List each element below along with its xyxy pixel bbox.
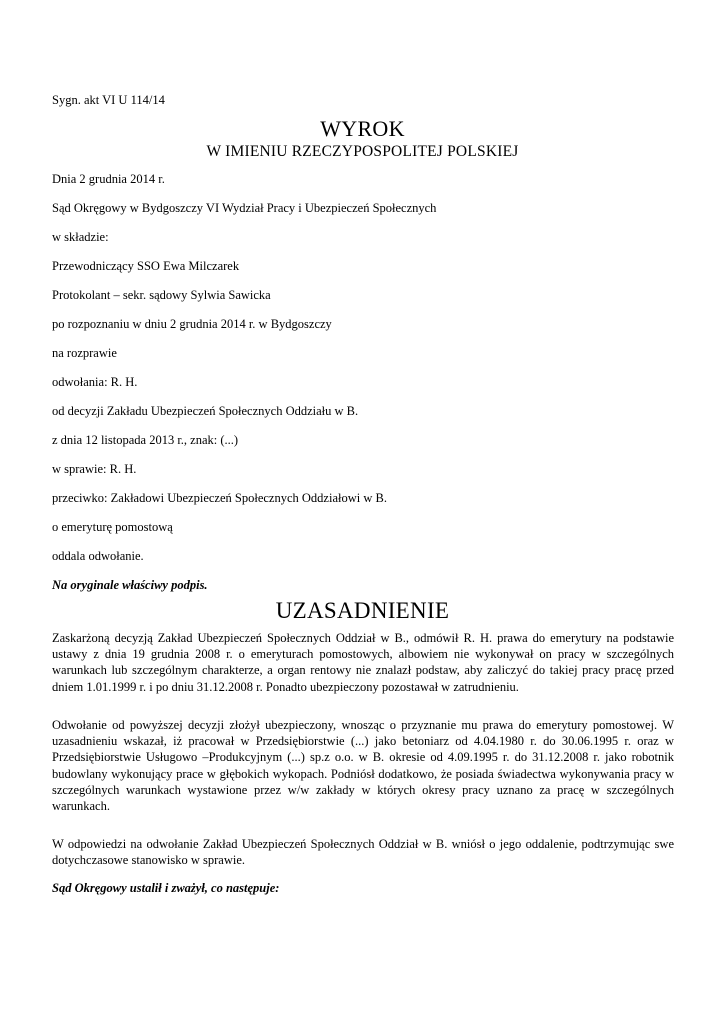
court-name: Sąd Okręgowy w Bydgoszczy VI Wydział Pracy i Ubezpieczeń Społecznych <box>52 201 437 215</box>
signature-note: Na oryginale właściwy podpis. <box>52 578 208 592</box>
judgment-date: Dnia 2 grudnia 2014 r. <box>52 172 165 186</box>
hearing-type: na rozprawie <box>52 346 117 360</box>
justification-paragraph-3: W odpowiedzi na odwołanie Zakład Ubezpieczeń Społecznych Oddział w B. wniósł o jego oddalenie, podtrzymując swe dotychczasowe stanowisko w sprawie. <box>52 837 674 868</box>
decision-source: od decyzji Zakładu Ubezpieczeń Społecznych Oddziału w B. <box>52 404 359 418</box>
opposing-party: przeciwko: Zakładowi Ubezpieczeń Społecznych Oddziałowi w B. <box>52 491 387 505</box>
case-party: w sprawie: R. H. <box>52 462 137 476</box>
findings-heading: Sąd Okręgowy ustalił i zważył, co następuje: <box>52 881 280 895</box>
composition-label: w składzie: <box>52 230 109 244</box>
presiding-judge: Przewodniczący SSO Ewa Milczarek <box>52 259 240 273</box>
hearing-info: po rozpoznaniu w dniu 2 grudnia 2014 r. w Bydgoszczy <box>52 317 332 331</box>
case-signature: Sygn. akt VI U 114/14 <box>52 93 165 107</box>
justification-title: UZASADNIENIE <box>275 598 450 623</box>
justification-paragraph-1: Zaskarżoną decyzją Zakład Ubezpieczeń Społecznych Oddział w B., odmówił R. H. prawa do emerytury na podstawie ustawy z dnia 19 grudnia 2008 r. o emeryturach pomostowych, albowiem nie wykonywał on pracy w szczególnych warunkach lub szczególnym charakterze, a organ rentowy nie znalazł podstaw, aby zaliczyć do takiej pracy pracę przed dniem 1.01.1999 r. i po dniu 31.12.2008 r. Ponadto ubezpieczony pozostawał w zatrudnieniu. <box>52 631 674 694</box>
judgment-subtitle: W IMIENIU RZECZYPOSPOLITEJ POLSKIEJ <box>206 143 519 160</box>
decision-date: z dnia 12 listopada 2013 r., znak: (...) <box>52 433 239 447</box>
justification-paragraph-2: Odwołanie od powyższej decyzji złożył ubezpieczony, wnosząc o przyznanie mu prawa do emerytury pomostowej. W uzasadnieniu wskazał, iż pracował w Przedsiębiorstwie (...) jako betoniarz od 4.04.1980 r. do 30.06.1995 r. oraz w Przedsiębiorstwie Usługowo –Produkcyjnym (...) sp.z o.o. w B. okresie od 4.09.1995 r. do 31.12.2008 r. jako robotnik budowlany wykonujący prace w głębokich wykopach. Podniósł dodatkowo, że posiada świadectwa wykonywania pracy w szczególnych warunkach wystawione przez w/w zakłady w których okresy pracy uznano za pracę w szczególnych warunkach. <box>52 718 674 814</box>
judgment-title: WYROK <box>320 116 405 141</box>
ruling: oddala odwołanie. <box>52 549 144 563</box>
case-subject: o emeryturę pomostową <box>52 520 173 534</box>
appellant: odwołania: R. H. <box>52 375 138 389</box>
court-clerk: Protokolant – sekr. sądowy Sylwia Sawicka <box>52 288 271 302</box>
